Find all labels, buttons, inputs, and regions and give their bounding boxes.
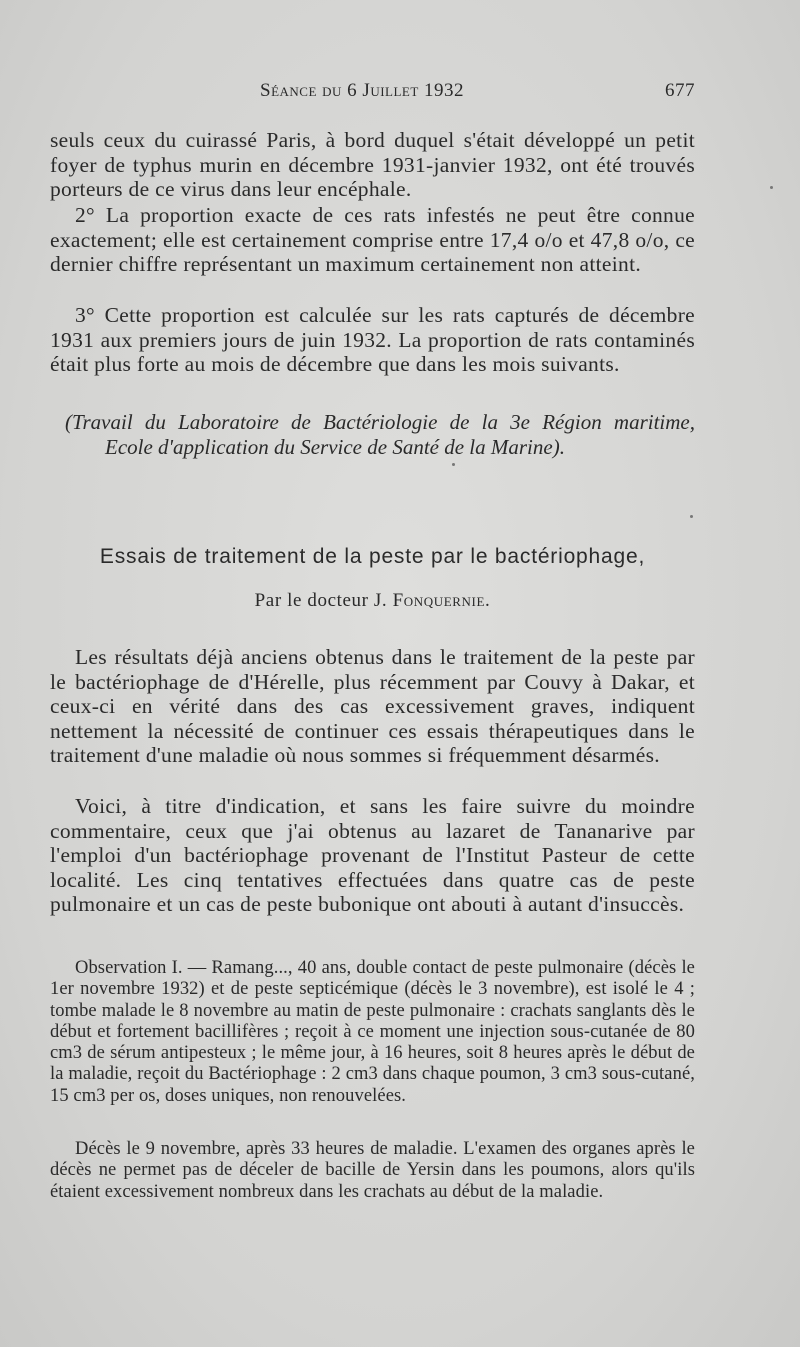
observation-paragraph-2: Décès le 9 novembre, après 33 heures de maladie. L'examen des organes après le décès ne permet pas de déceler de bacille de Yersin dans les poumons, alors qu'ils étaient excessivement nombreux dans les crachats au début de la maladie.	[50, 1139, 695, 1202]
byline-prefix: Par le docteur J.	[254, 590, 388, 611]
article-paragraph-1: Les résultats déjà anciens obtenus dans le traitement de la peste par le bactériophage de d'Hérelle, plus récemment par Couvy à Dakar, et ceux-ci en vérité dans des cas excessivement graves, indiquent nettement la nécessité de continuer ces essais thérapeutiques dans le traitement d'une maladie où nous sommes si fréquemment désarmés.	[50, 645, 695, 767]
intro-paragraph-3: 3° Cette proportion est calculée sur les rats capturés de décembre 1931 aux premiers jours de juin 1932. La proportion de rats contaminés était plus forte au mois de décembre que dans les mois suivants.	[50, 303, 695, 376]
article-byline	[50, 590, 695, 612]
print-speck	[690, 515, 693, 518]
print-speck	[452, 463, 455, 466]
article-paragraph-2: Voici, à titre d'indication, et sans les faire suivre du moindre commentaire, ceux que j'ai obtenus au lazaret de Tananarive par l'emploi d'un bactériophage provenant de l'Institut Pasteur de cette localité. Les cinq tentatives effectuées dans quatre cas de peste pulmonaire et un cas de peste bubonique ont abouti à autant d'insuccès.	[50, 794, 695, 916]
observation-paragraph-1: Observation I. — Ramang..., 40 ans, double contact de peste pulmonaire (décès le 1er novembre 1932) et de peste septicémique (décès le 3 novembre), est isolé le 4 ; tombe malade le 8 novembre au matin de peste pulmonaire : crachats sanglants dès le début et fortement bacillifères ; reçoit à ce moment une injection sous-cutanée de 80 cm3 de sérum antipesteux ; le même jour, à 16 heures, soit 8 heures après le début de la maladie, reçoit du Bactériophage : 2 cm3 dans chaque poumon, 3 cm3 sous-cutané, 15 cm3 per os, doses uniques, non renouvelées.	[50, 958, 695, 1106]
page-number: 677	[665, 80, 695, 101]
print-speck	[770, 186, 773, 189]
credit-line-2: Ecole d'application du Service de Santé de la Marine).	[105, 435, 565, 459]
intro-paragraph-1: seuls ceux du cuirassé Paris, à bord duquel s'était développé un petit foyer de typhus murin en décembre 1931-janvier 1932, ont été trouvés porteurs de ce virus dans leur encéphale.	[50, 128, 695, 201]
running-title: Séance du 6 Juillet 1932	[260, 80, 465, 101]
running-header	[50, 80, 695, 110]
intro-paragraph-2: 2° La proportion exacte de ces rats infestés ne peut être connue exactement; elle est certainement comprise entre 17,4 o/o et 47,8 o/o, ce dernier chiffre représentant un maximum certainement non atteint.	[50, 203, 695, 276]
article-title: Essais de traitement de la peste par le bactériophage,	[99, 545, 646, 568]
laboratory-credit	[50, 410, 695, 460]
author-name: Fonquernie.	[392, 590, 491, 611]
credit-line-1: (Travail du Laboratoire de Bactériologie de la 3e Région maritime,	[65, 410, 695, 434]
